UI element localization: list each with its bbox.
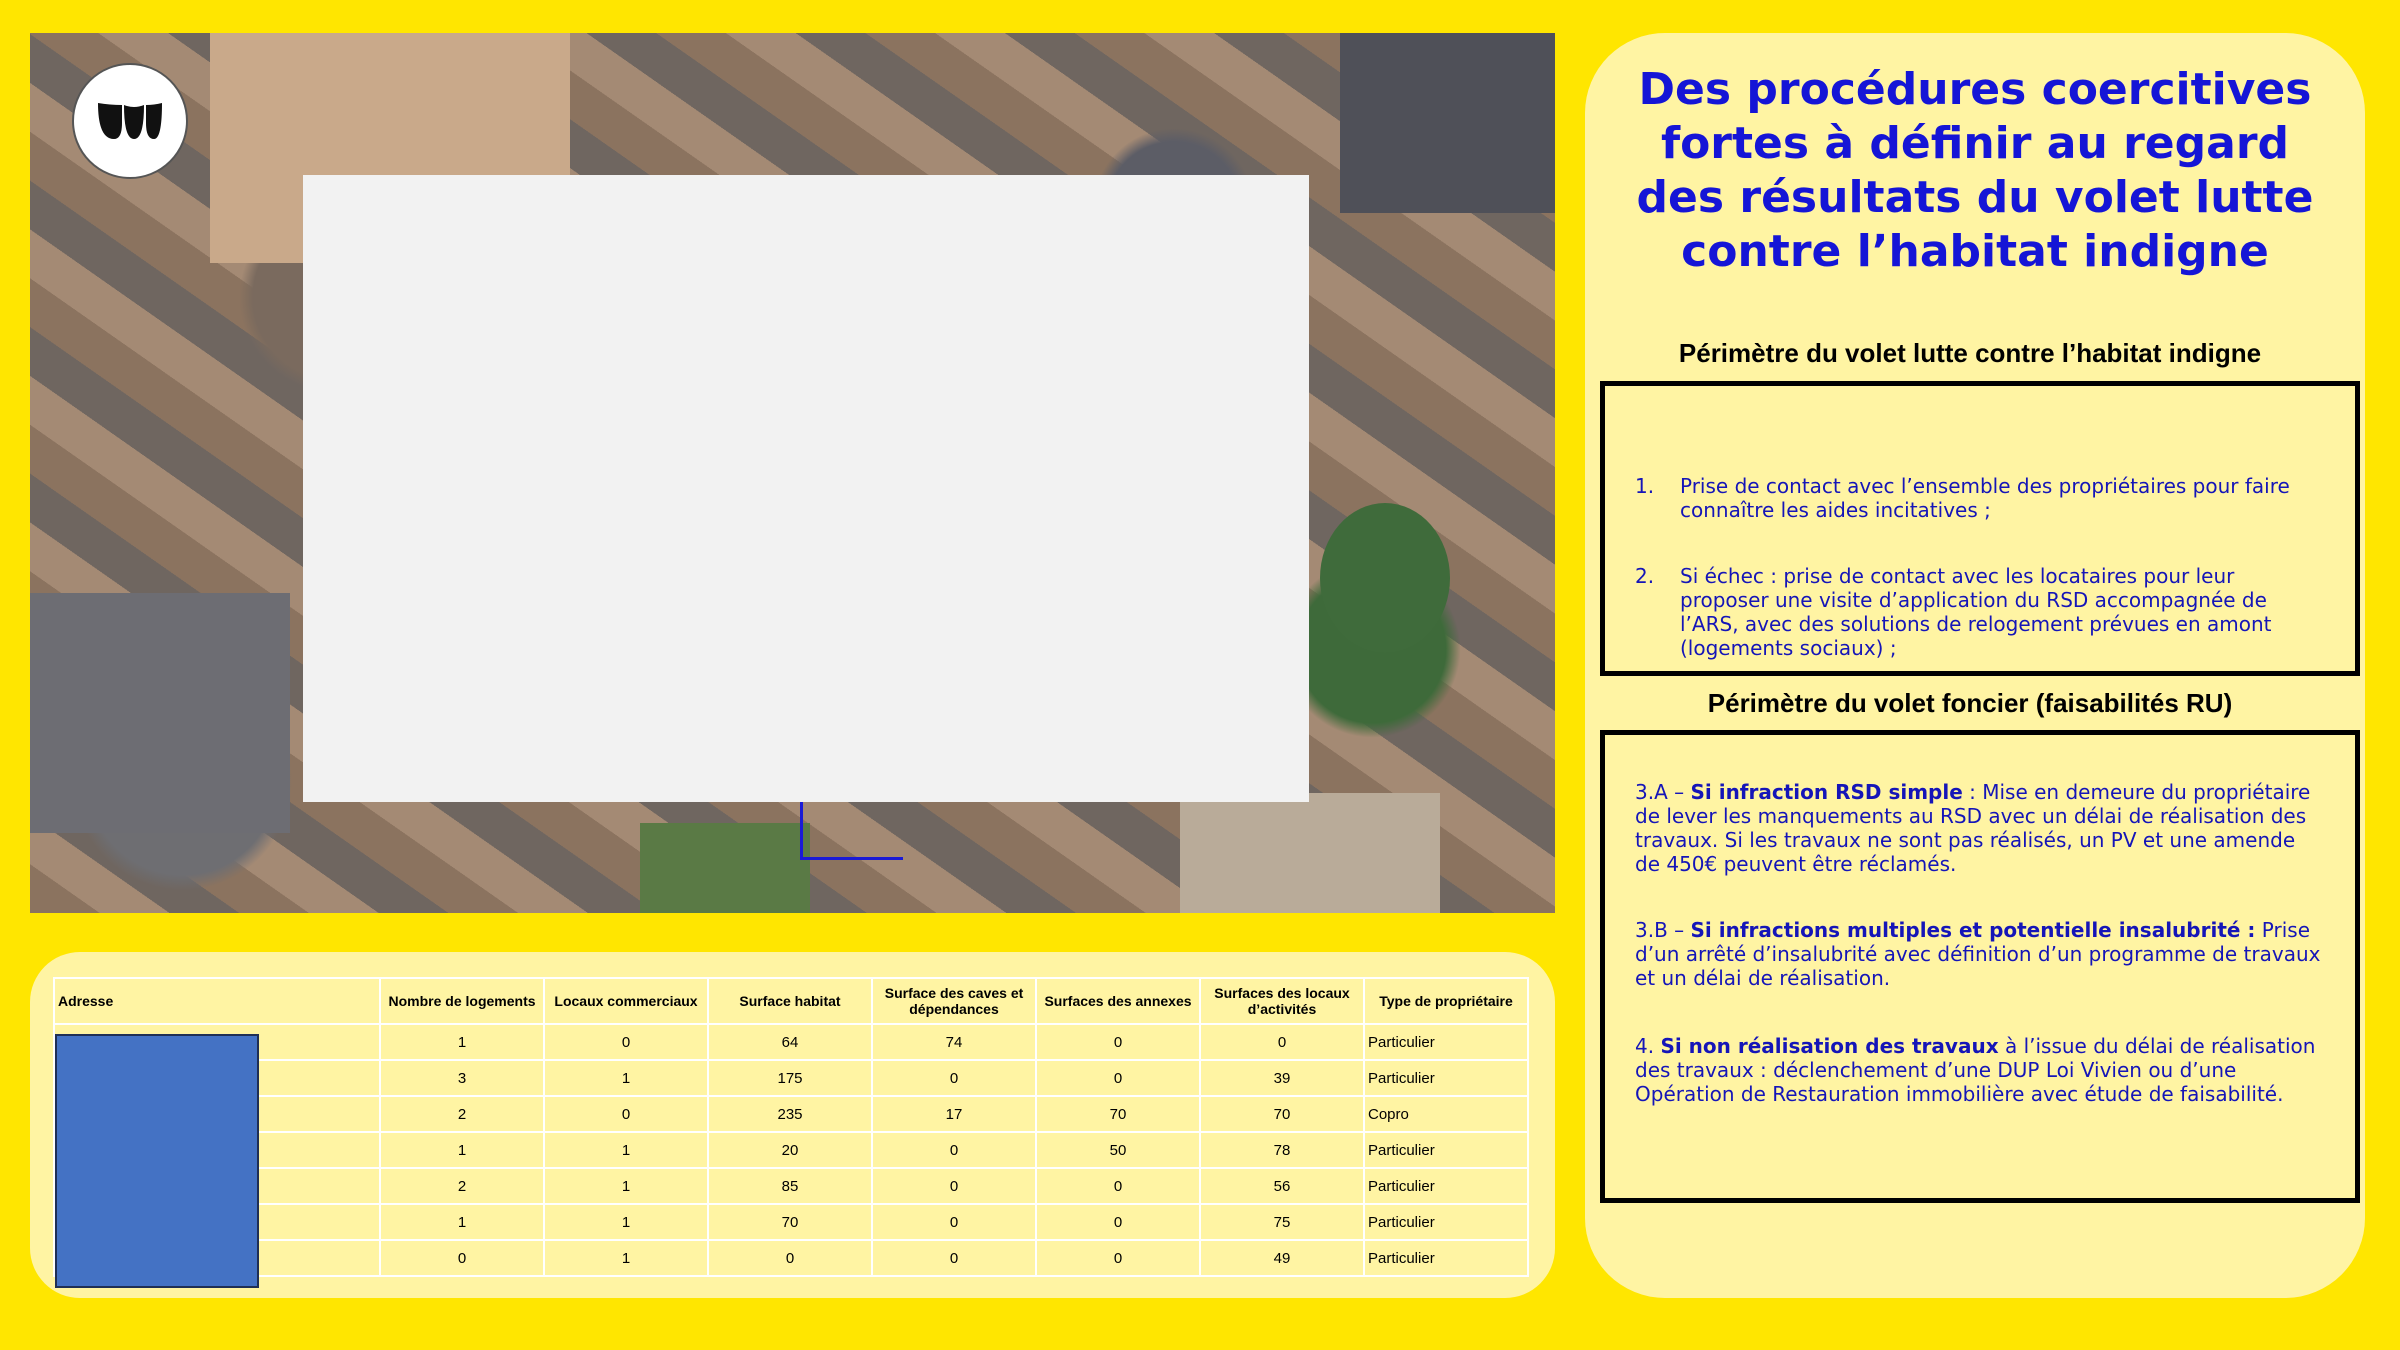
col-header-adresse: Adresse xyxy=(54,978,380,1024)
col-header-surface-habitat: Surface habitat xyxy=(708,978,872,1024)
table-cell: 56 xyxy=(1200,1168,1364,1204)
map-tree xyxy=(1320,503,1450,653)
foncier-box xyxy=(1600,730,2360,1203)
lhi-item-number: 2. xyxy=(1635,564,1655,588)
lhi-item-number: 1. xyxy=(1635,474,1655,498)
foncier-para-4 xyxy=(1635,1034,2325,1106)
properties-table xyxy=(53,977,1529,1277)
table-cell: Particulier xyxy=(1364,1240,1528,1276)
table-row xyxy=(54,1096,1528,1132)
brand-logo-icon xyxy=(72,63,188,179)
table-cell: 1 xyxy=(380,1132,544,1168)
table-row xyxy=(54,1060,1528,1096)
table-cell: 0 xyxy=(1200,1024,1364,1060)
para-text: Prise d’un arrêté d’insalubrité avec définition d’un programme de travaux et un délai de réalisation. xyxy=(1635,918,2321,990)
foncier-para-3a xyxy=(1635,780,2325,876)
table-row xyxy=(54,1024,1528,1060)
table-cell: 78 xyxy=(1200,1132,1364,1168)
lhi-item-text: Si échec : prise de contact avec les locataires pour leur proposer une visite d’application du RSD accompagnée de l’ARS, avec des solutions de relogement prévues en amont (logements sociaux) ; xyxy=(1680,564,2272,660)
table-cell: Particulier xyxy=(1364,1060,1528,1096)
table-cell: Particulier xyxy=(1364,1024,1528,1060)
foncier-section-heading: Périmètre du volet foncier (faisabilités RU) xyxy=(1707,688,2233,718)
table-cell: 74 xyxy=(872,1024,1036,1060)
lhi-box xyxy=(1600,381,2360,676)
para-prefix: 3.A – xyxy=(1635,780,1691,804)
table-cell: 20 xyxy=(708,1132,872,1168)
table-cell: 1 xyxy=(380,1204,544,1240)
table-cell: 70 xyxy=(1036,1096,1200,1132)
table-cell: 17 xyxy=(872,1096,1036,1132)
table-row xyxy=(54,1168,1528,1204)
table-cell: 39 xyxy=(1200,1060,1364,1096)
table-header-row xyxy=(54,978,1528,1024)
table-cell: 70 xyxy=(1200,1096,1364,1132)
para-prefix: 3.B – xyxy=(1635,918,1691,942)
col-header-logements: Nombre de logements xyxy=(380,978,544,1024)
table-cell: 0 xyxy=(1036,1240,1200,1276)
table-cell: 49 xyxy=(1200,1240,1364,1276)
table-cell: 0 xyxy=(544,1024,708,1060)
lhi-item-text: Prise de contact avec l’ensemble des propriétaires pour faire connaître les aides incitatives ; xyxy=(1680,474,2290,522)
table-cell: 64 xyxy=(708,1024,872,1060)
table-cell: 0 xyxy=(872,1060,1036,1096)
para-bold: Si infraction RSD simple xyxy=(1690,780,1963,804)
table-cell: 3 xyxy=(380,1060,544,1096)
table-cell: 1 xyxy=(544,1168,708,1204)
table-cell: 70 xyxy=(708,1204,872,1240)
table-row xyxy=(54,1240,1528,1276)
table-cell: 0 xyxy=(1036,1024,1200,1060)
col-header-proprietaire: Type de propriétaire xyxy=(1364,978,1528,1024)
col-header-locaux: Locaux commerciaux xyxy=(544,978,708,1024)
table-cell: 1 xyxy=(544,1240,708,1276)
col-header-caves: Surface des caves et dépendances xyxy=(872,978,1036,1024)
table-cell: 0 xyxy=(1036,1204,1200,1240)
table-cell: 235 xyxy=(708,1096,872,1132)
properties-table-panel xyxy=(30,952,1555,1298)
table-cell: Particulier xyxy=(1364,1204,1528,1240)
para-bold: Si non réalisation des travaux xyxy=(1660,1034,1999,1058)
table-cell: 75 xyxy=(1200,1204,1364,1240)
table-cell: 0 xyxy=(708,1240,872,1276)
table-cell: Particulier xyxy=(1364,1132,1528,1168)
table-cell: 0 xyxy=(872,1168,1036,1204)
table-cell: 0 xyxy=(872,1204,1036,1240)
para-prefix: 4. xyxy=(1635,1034,1661,1058)
para-text: : Mise en demeure du propriétaire de lever les manquements au RSD avec un délai de réalisation des travaux. Si les travaux ne sont pas réalisés, un PV et une amende de 450€ peuvent être réclamés. xyxy=(1635,780,2311,876)
table-cell: 0 xyxy=(1036,1060,1200,1096)
perimeter-outline xyxy=(800,802,903,860)
table-cell: 1 xyxy=(380,1024,544,1060)
table-cell: 1 xyxy=(544,1204,708,1240)
address-redaction-block xyxy=(55,1034,259,1288)
table-cell: Particulier xyxy=(1364,1168,1528,1204)
map-placeholder-panel xyxy=(303,175,1309,802)
table-cell: 0 xyxy=(544,1096,708,1132)
table-cell: 175 xyxy=(708,1060,872,1096)
table-cell: 2 xyxy=(380,1168,544,1204)
foncier-para-3b xyxy=(1635,918,2325,990)
table-row xyxy=(54,1204,1528,1240)
para-text: à l’issue du délai de réalisation des travaux : déclenchement d’une DUP Loi Vivien ou d’une Opération de Restauration immobilière avec étude de faisabilité. xyxy=(1635,1034,2316,1106)
table-cell: 0 xyxy=(380,1240,544,1276)
col-header-activites: Surfaces des locaux d’activités xyxy=(1200,978,1364,1024)
table-cell: 1 xyxy=(544,1132,708,1168)
table-cell: 85 xyxy=(708,1168,872,1204)
table-cell: 0 xyxy=(872,1132,1036,1168)
table-cell: 2 xyxy=(380,1096,544,1132)
table-cell: 50 xyxy=(1036,1132,1200,1168)
table-cell: Copro xyxy=(1364,1096,1528,1132)
procedures-panel xyxy=(1585,33,2365,1298)
para-bold: Si infractions multiples et potentielle insalubrité : xyxy=(1690,918,2256,942)
map-roof xyxy=(30,593,290,833)
table-cell: 0 xyxy=(872,1240,1036,1276)
lhi-section-heading: Périmètre du volet lutte contre l’habitat indigne xyxy=(1678,338,2262,368)
table-cell: 0 xyxy=(1036,1168,1200,1204)
map-garden xyxy=(640,823,810,913)
col-header-annexes: Surfaces des annexes xyxy=(1036,978,1200,1024)
table-row xyxy=(54,1132,1528,1168)
map-roof xyxy=(1180,793,1440,913)
table-cell: 1 xyxy=(544,1060,708,1096)
page-title: Des procédures coercitives fortes à définir au regard des résultats du volet lutte contre l’habitat indigne xyxy=(1636,64,2314,277)
map-roof xyxy=(1340,33,1555,213)
